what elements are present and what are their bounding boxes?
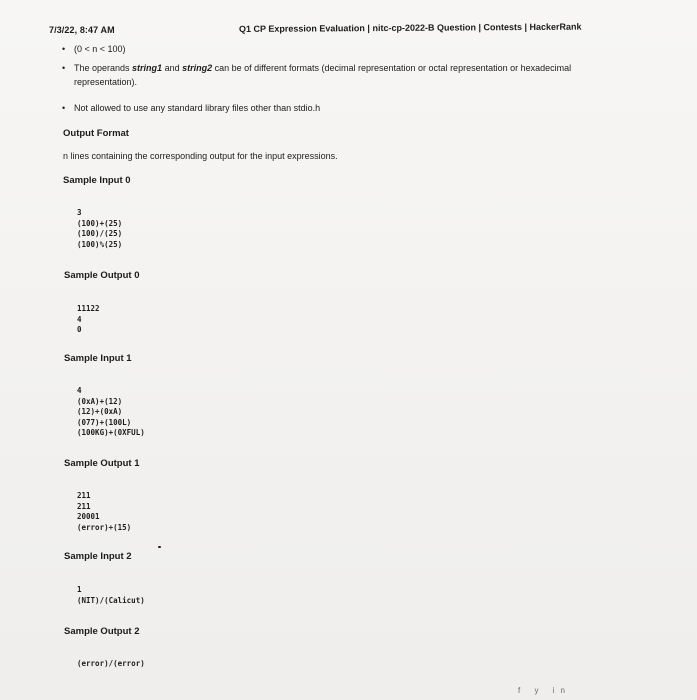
bullet-icon: • bbox=[62, 103, 66, 113]
code-line: (100)/(25) bbox=[77, 229, 123, 238]
facebook-icon[interactable]: f bbox=[518, 686, 527, 695]
sample-output-0-code bbox=[77, 304, 100, 336]
twitter-icon[interactable]: y bbox=[534, 686, 545, 695]
sample-input-1-code bbox=[77, 386, 145, 439]
code-line: 11122 bbox=[77, 304, 100, 313]
code-line: 3 bbox=[77, 208, 82, 217]
code-line: (12)+(0xA) bbox=[77, 407, 123, 416]
linkedin-icon[interactable]: in bbox=[552, 686, 571, 695]
sample-input-0-code bbox=[77, 208, 122, 250]
sample-output-2-heading: Sample Output 2 bbox=[64, 626, 140, 637]
code-line: 4 bbox=[77, 314, 82, 324]
page-title: Q1 CP Expression Evaluation | nitc-cp-2022-B Question | Contests | HackerRank bbox=[239, 21, 582, 34]
scan-speck bbox=[158, 546, 161, 548]
code-line: (error)+(15) bbox=[77, 522, 132, 532]
sample-input-2-code bbox=[77, 585, 145, 606]
code-line: (100KG)+(0XFUL) bbox=[77, 428, 145, 437]
bullet-icon: • bbox=[62, 63, 66, 73]
constraint-text: Not allowed to use any standard library files other than stdio.h bbox=[74, 103, 321, 113]
code-line: (100)+(25) bbox=[77, 218, 123, 228]
social-links bbox=[518, 686, 571, 695]
constraint-text: (0 < n < 100) bbox=[74, 44, 126, 54]
output-format-heading: Output Format bbox=[63, 128, 129, 139]
code-line: 0 bbox=[77, 325, 82, 334]
code-line: (NIT)/(Calicut) bbox=[77, 595, 145, 605]
sample-input-2-heading: Sample Input 2 bbox=[64, 551, 132, 562]
output-format-text: n lines containing the corresponding output for the input expressions. bbox=[63, 151, 338, 161]
code-line: 4 bbox=[77, 386, 82, 395]
code-line: 1 bbox=[77, 585, 82, 594]
sample-output-2-code bbox=[77, 659, 145, 670]
code-line: 211 bbox=[77, 491, 91, 500]
code-line: 20001 bbox=[77, 512, 100, 521]
sample-output-0-heading: Sample Output 0 bbox=[64, 270, 140, 281]
code-line: (100)%(25) bbox=[77, 239, 123, 249]
print-date: 7/3/22, 8:47 AM bbox=[49, 25, 115, 35]
sample-output-1-heading: Sample Output 1 bbox=[64, 458, 140, 469]
bullet-icon: • bbox=[62, 44, 66, 54]
code-line: (077)+(100L) bbox=[77, 417, 132, 427]
sample-output-1-code bbox=[77, 491, 131, 533]
sample-input-0-heading: Sample Input 0 bbox=[63, 175, 131, 186]
sample-input-1-heading: Sample Input 1 bbox=[64, 353, 132, 364]
constraint-text: The operands string1 and string2 can be of different formats (decimal representation or octal representation or hexadecimal representation). bbox=[74, 63, 572, 87]
code-line: 211 bbox=[77, 501, 91, 511]
code-line: (0xA)+(12) bbox=[77, 396, 123, 406]
code-line: (error)/(error) bbox=[77, 659, 145, 668]
